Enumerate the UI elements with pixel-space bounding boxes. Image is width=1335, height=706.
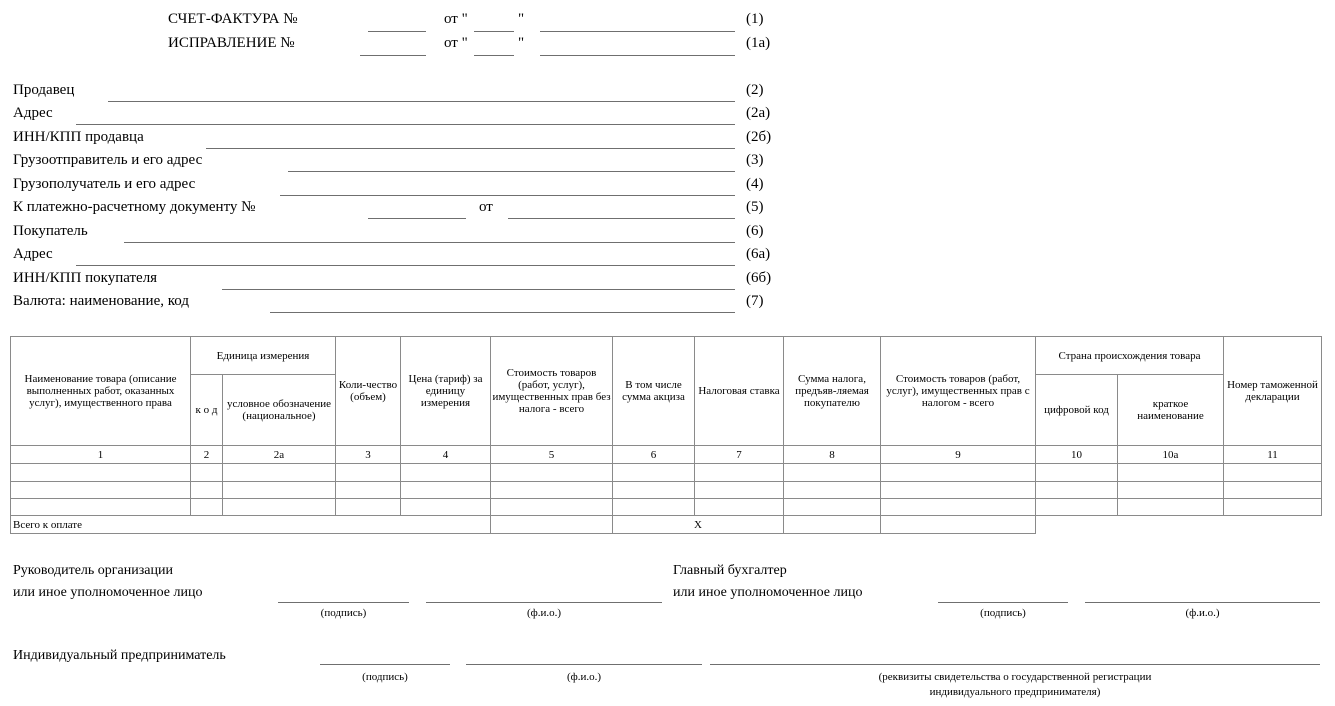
invoice-day-line[interactable] [474,31,514,32]
column-number: 2а [223,446,336,464]
total-row [11,516,1322,534]
buyer-line[interactable] [124,242,735,243]
header-country-code: цифровой код [1036,375,1118,446]
shipper-label: Грузоотправитель и его адрес [13,152,203,168]
head-signature-line[interactable] [278,602,409,603]
column-number-row [11,446,1322,464]
table-row[interactable] [11,499,1322,516]
column-number: 11 [1224,446,1322,464]
buyer-address-label: Адрес [13,246,53,262]
chief-fio-line[interactable] [1085,602,1320,603]
header-declaration: Номер таможенной декларации [1224,337,1322,446]
total-x: X [613,516,784,534]
consignee-code: (4) [746,176,764,192]
invoice-month-line[interactable] [540,31,735,32]
header-name: Наименование товара (описание выполненных работ, оказанных услуг), имущественного права [11,337,191,446]
column-number: 3 [336,446,401,464]
consignee-line[interactable] [280,195,735,196]
entrepreneur-requisites-caption-1: (реквизиты свидетельства о государственной регистрации [878,671,1152,683]
buyer-inn-label: ИНН/КПП покупателя [13,270,158,286]
column-number: 1 [11,446,191,464]
header-cost-with-tax: Стоимость товаров (работ, услуг), имущественных прав с налогом - всего [881,337,1036,446]
seller-label: Продавец [13,82,75,98]
correction-date-quote: " [518,35,525,51]
column-number: 10 [1036,446,1118,464]
buyer-inn-code: (6б) [746,270,772,286]
header-unit: Единица измерения [191,337,336,375]
buyer-address-code: (6а) [746,246,771,262]
seller-address-code: (2а) [746,105,771,121]
head-fio-line[interactable] [426,602,662,603]
header-qty: Коли-чество (объем) [336,337,401,446]
chief-signature-line[interactable] [938,602,1068,603]
payment-doc-code: (5) [746,199,764,215]
buyer-label: Покупатель [13,223,88,239]
buyer-address-line[interactable] [76,265,735,266]
correction-title: ИСПРАВЛЕНИЕ № [168,35,295,51]
table-row[interactable] [11,464,1322,482]
entrepreneur-requisites-caption-2: индивидуального предпринимателя) [929,686,1101,698]
total-tax[interactable] [784,516,881,534]
entrepreneur-fio-line[interactable] [466,664,702,665]
total-cost-with-tax[interactable] [881,516,1036,534]
consignee-label: Грузополучатель и его адрес [13,176,196,192]
header-tax-rate: Налоговая ставка [695,337,784,446]
chief-accountant-line1: Главный бухгалтер [673,563,787,578]
header-country: Страна происхождения товара [1036,337,1224,375]
invoice-date-ot: от " [444,11,468,27]
currency-code: (7) [746,293,764,309]
entrepreneur-signature-caption: (подпись) [362,671,408,683]
entrepreneur-requisites-line[interactable] [710,664,1320,665]
correction-number-line[interactable] [360,55,426,56]
entrepreneur-label: Индивидуальный предприниматель [13,648,226,663]
column-number: 9 [881,446,1036,464]
header-cost-no-tax: Стоимость товаров (работ, услуг), имущественных прав без налога - всего [491,337,613,446]
column-number: 7 [695,446,784,464]
table-header-row-1 [11,337,1322,375]
column-number: 5 [491,446,613,464]
entrepreneur-signature-line[interactable] [320,664,450,665]
header-excise: В том числе сумма акциза [613,337,695,446]
header-country-name: краткое наименование [1118,375,1224,446]
shipper-line[interactable] [288,171,735,172]
invoice-title: СЧЕТ-ФАКТУРА № [168,11,298,27]
correction-date-ot: от " [444,35,468,51]
invoice-code: (1) [746,11,764,27]
chief-fio-caption: (ф.и.о.) [1185,607,1220,619]
chief-signature-caption: (подпись) [980,607,1026,619]
payment-doc-number-line[interactable] [368,218,466,219]
payment-doc-label: К платежно-расчетному документу № [13,199,256,215]
correction-day-line[interactable] [474,55,514,56]
shipper-code: (3) [746,152,764,168]
total-label: Всего к оплате [11,516,491,534]
header-tax-amount: Сумма налога, предъяв-ляемая покупателю [784,337,881,446]
chief-accountant-line2: или иное уполномоченное лицо [673,585,863,600]
seller-line[interactable] [108,101,735,102]
seller-address-label: Адрес [13,105,53,121]
buyer-code: (6) [746,223,764,239]
entrepreneur-fio-caption: (ф.и.о.) [566,671,602,683]
seller-inn-code: (2б) [746,129,772,145]
head-title-line1: Руководитель организации [13,563,173,578]
seller-inn-line[interactable] [206,148,735,149]
correction-code: (1а) [746,35,771,51]
column-number: 6 [613,446,695,464]
seller-inn-label: ИНН/КПП продавца [13,129,144,145]
header-unit-code: к о д [191,375,223,446]
total-cost-no-tax[interactable] [491,516,613,534]
table-row[interactable] [11,482,1322,499]
head-fio-caption: (ф.и.о.) [526,607,562,619]
payment-doc-ot: от [479,199,493,215]
currency-line[interactable] [270,312,735,313]
invoice-date-quote: " [518,11,525,27]
header-price: Цена (тариф) за единицу измерения [401,337,491,446]
header-unit-name: условное обозначение (национальное) [223,375,336,446]
head-signature-caption: (подпись) [320,607,367,619]
payment-doc-date-line[interactable] [508,218,735,219]
invoice-table [10,336,1322,534]
seller-address-line[interactable] [76,124,735,125]
column-number: 4 [401,446,491,464]
buyer-inn-line[interactable] [222,289,735,290]
column-number: 2 [191,446,223,464]
seller-code: (2) [746,82,764,98]
invoice-number-line[interactable] [368,31,426,32]
column-number: 8 [784,446,881,464]
column-number: 10а [1118,446,1224,464]
head-title-line2: или иное уполномоченное лицо [13,585,203,600]
correction-month-line[interactable] [540,55,735,56]
currency-label: Валюта: наименование, код [13,293,189,309]
